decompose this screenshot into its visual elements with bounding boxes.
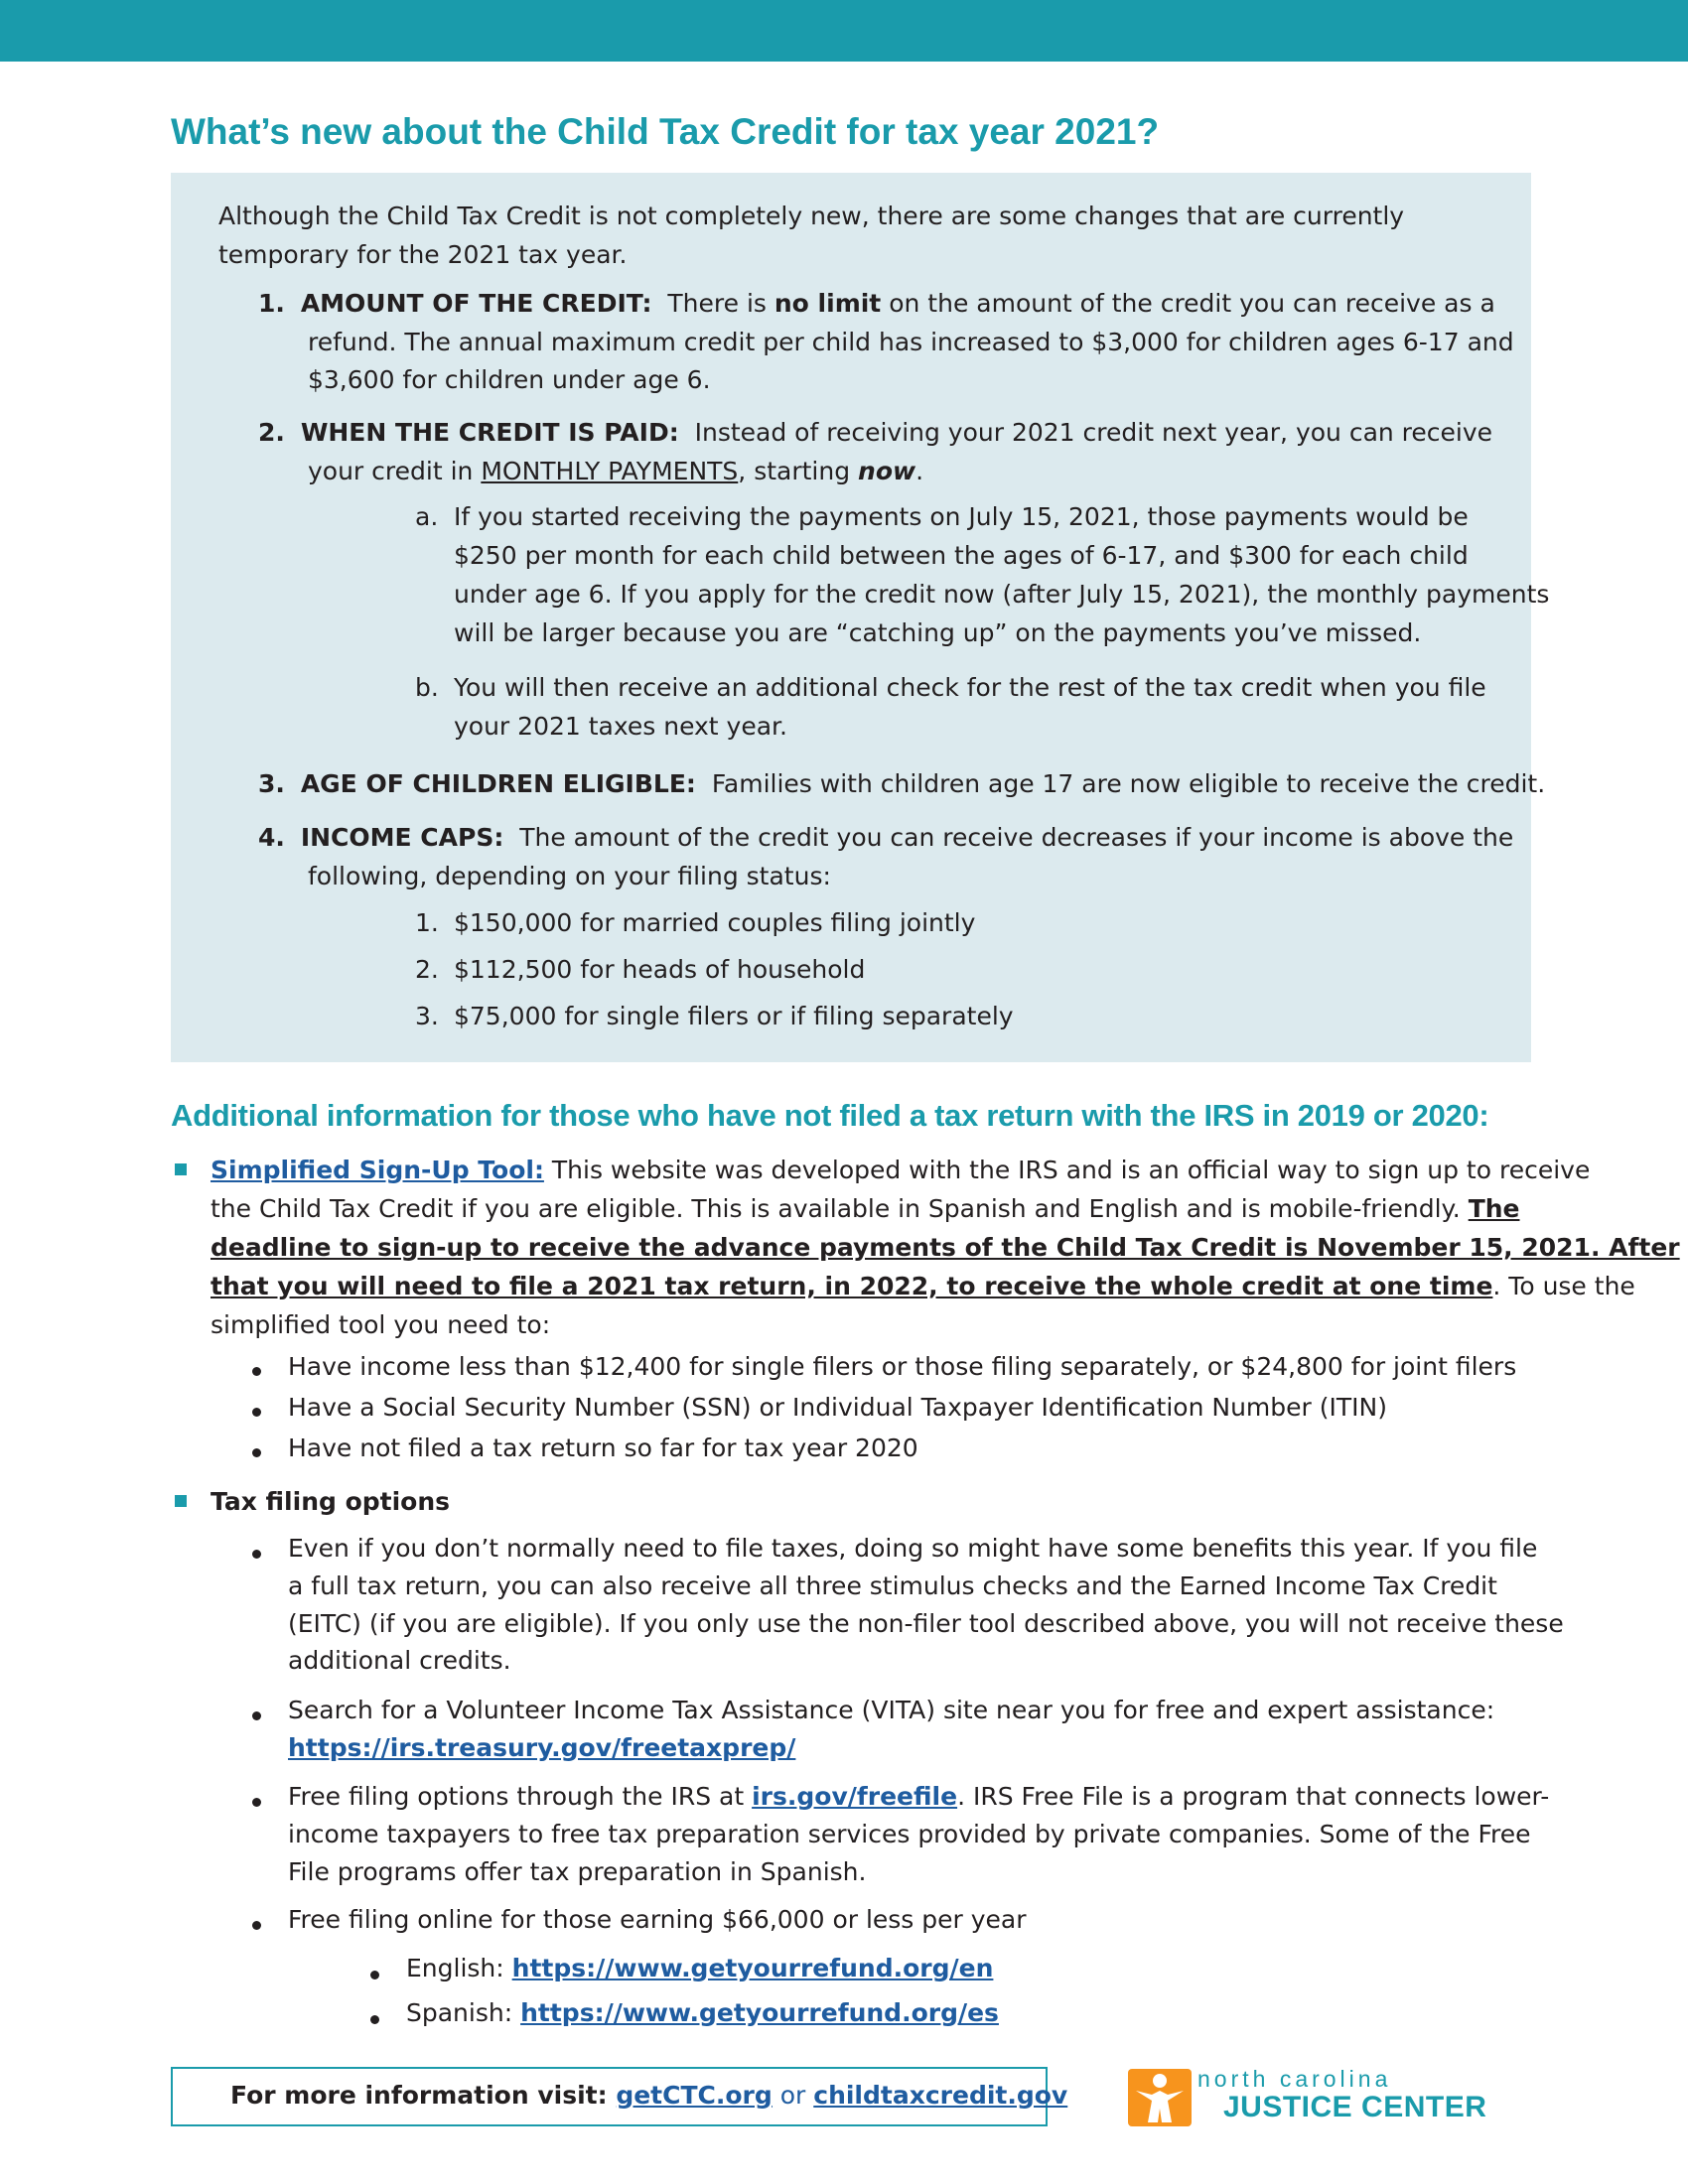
- signup-line5: simplified tool you need to:: [211, 1310, 551, 1339]
- heading-additional-info: Additional information for those who have not filed a tax return with the IRS in 2019 or 2020:: [171, 1098, 1489, 1133]
- option3-line1: [288, 1777, 1549, 1816]
- cap1-number: 1.: [415, 908, 439, 937]
- item1-pre: There is: [667, 289, 774, 318]
- signup-deadline-end: that you will need to file a 2021 tax return, in 2022, to receive the whole credit at one time: [211, 1272, 1493, 1300]
- bullet-dot-icon: [252, 1798, 261, 1807]
- cap2-number: 2.: [415, 955, 439, 984]
- signup-line1: [211, 1151, 1590, 1189]
- bullet-dot-icon: [370, 1971, 379, 1979]
- item2-line2-post: .: [915, 457, 924, 485]
- logo-north-carolina: north carolina: [1197, 2066, 1392, 2092]
- getctc-link[interactable]: getCTC.org: [616, 2081, 773, 2110]
- option3-pre: Free filing options through the IRS at: [288, 1782, 753, 1811]
- sub-a-line3: under age 6. If you apply for the credit now (after July 15, 2021), the monthly payments: [454, 580, 1550, 609]
- getyourrefund-es-link[interactable]: https://www.getyourrefund.org/es: [520, 1998, 999, 2027]
- sub-b-line1: You will then receive an additional check for the rest of the tax credit when you file: [454, 673, 1486, 702]
- item4-line2: following, depending on your filing status:: [308, 862, 831, 890]
- intro-line-2: temporary for the 2021 tax year.: [218, 240, 628, 269]
- irs-freefile-link[interactable]: irs.gov/freefile: [752, 1782, 958, 1811]
- signup-req-2: Have a Social Security Number (SSN) or Individual Taxpayer Identification Number (ITIN): [288, 1393, 1387, 1422]
- english-label: English:: [406, 1954, 512, 1982]
- option3-line3: File programs offer tax preparation in Spanish.: [288, 1857, 867, 1886]
- item1-number: 1.: [258, 289, 285, 318]
- item3-text: Families with children age 17 are now eligible to receive the credit.: [711, 769, 1546, 798]
- item3-line1: [258, 764, 1545, 803]
- option1-line4: additional credits.: [288, 1646, 511, 1675]
- bullet-dot-icon: [252, 1448, 261, 1457]
- bullet-dot-icon: [370, 2015, 379, 2024]
- tax-filing-options-title: Tax filing options: [211, 1487, 451, 1516]
- monthly-payments-text: MONTHLY PAYMENTS: [481, 457, 739, 485]
- english-line: [406, 1949, 993, 1987]
- spanish-line: [406, 1993, 999, 2032]
- intro-line-1: Although the Child Tax Credit is not completely new, there are some changes that are currently: [218, 202, 1405, 230]
- item2-line1: [258, 413, 1492, 452]
- option1-line1: Even if you don’t normally need to file taxes, doing so might have some benefits this year. If you file: [288, 1534, 1538, 1563]
- item2-line2: [308, 452, 923, 490]
- bullet-dot-icon: [252, 1711, 261, 1720]
- more-info-prefix: For more information visit:: [230, 2081, 617, 2110]
- item4-label: INCOME CAPS:: [300, 823, 504, 852]
- item1-line3: $3,600 for children under age 6.: [308, 365, 711, 394]
- item2-label: WHEN THE CREDIT IS PAID:: [300, 418, 679, 447]
- item3-number: 3.: [258, 769, 285, 798]
- square-bullet-icon: [175, 1495, 187, 1507]
- item1-post: on the amount of the credit you can receive as a: [881, 289, 1495, 318]
- justice-center-logo-icon: [1128, 2069, 1192, 2126]
- item1-no-limit: no limit: [774, 289, 882, 318]
- option3-line2: income taxpayers to free tax preparation services provided by private companies. Some of the Free: [288, 1820, 1531, 1848]
- cap3-number: 3.: [415, 1002, 439, 1030]
- sub-a-line1: If you started receiving the payments on July 15, 2021, those payments would be: [454, 502, 1469, 531]
- cap1-text: $150,000 for married couples filing jointly: [454, 908, 976, 937]
- top-color-bar: [0, 0, 1688, 62]
- now-text: now: [858, 457, 916, 485]
- signup-deadline-line: deadline to sign-up to receive the advance payments of the Child Tax Credit is November 15, 2021. After: [211, 1233, 1680, 1262]
- sub-b-line2: your 2021 taxes next year.: [454, 712, 787, 741]
- item2-line2-pre: your credit in: [308, 457, 482, 485]
- bullet-dot-icon: [252, 1550, 261, 1559]
- bullet-dot-icon: [252, 1408, 261, 1417]
- item2-line2-mid: , starting: [738, 457, 859, 485]
- signup-line4-text: . To use the: [1492, 1272, 1635, 1300]
- sub-a-line4: will be larger because you are “catching up” on the payments you’ve missed.: [454, 618, 1422, 647]
- option1-line2: a full tax return, you can also receive all three stimulus checks and the Earned Income Tax Credit: [288, 1571, 1497, 1600]
- more-info-or: or: [772, 2081, 814, 2110]
- signup-line2-text: the Child Tax Credit if you are eligible. This is available in Spanish and English and is mobile-friendly.: [211, 1194, 1469, 1223]
- childtaxcredit-link[interactable]: childtaxcredit.gov: [813, 2081, 1068, 2110]
- sub-a-letter: a.: [415, 502, 439, 531]
- logo-justice-center: JUSTICE CENTER: [1223, 2091, 1487, 2123]
- signup-req-1: Have income less than $12,400 for single filers or those filing separately, or $24,800 for joint filers: [288, 1352, 1517, 1381]
- item1-line1: [258, 284, 1495, 323]
- simplified-signup-tool-link[interactable]: Simplified Sign-Up Tool:: [211, 1156, 544, 1184]
- option4-line1: Free filing online for those earning $66,000 or less per year: [288, 1905, 1027, 1934]
- item1-label: AMOUNT OF THE CREDIT:: [300, 289, 652, 318]
- item3-label: AGE OF CHILDREN ELIGIBLE:: [300, 769, 696, 798]
- bullet-dot-icon: [252, 1921, 261, 1930]
- signup-line4: [211, 1267, 1635, 1305]
- cap3-text: $75,000 for single filers or if filing separately: [454, 1002, 1014, 1030]
- item2-text: Instead of receiving your 2021 credit next year, you can receive: [694, 418, 1493, 447]
- signup-deadline-start: The: [1468, 1194, 1520, 1223]
- sub-b-letter: b.: [415, 673, 439, 702]
- vita-link[interactable]: https://irs.treasury.gov/freetaxprep/: [288, 1733, 796, 1762]
- getyourrefund-en-link[interactable]: https://www.getyourrefund.org/en: [511, 1954, 994, 1982]
- signup-line1-text: This website was developed with the IRS and is an official way to sign up to receive: [543, 1156, 1591, 1184]
- item4-text: The amount of the credit you can receive decreases if your income is above the: [519, 823, 1514, 852]
- item2-number: 2.: [258, 418, 285, 447]
- item1-line2: refund. The annual maximum credit per child has increased to $3,000 for children ages 6-17 and: [308, 328, 1514, 356]
- item4-number: 4.: [258, 823, 285, 852]
- spanish-label: Spanish:: [406, 1998, 521, 2027]
- bullet-dot-icon: [252, 1367, 261, 1376]
- signup-req-3: Have not filed a tax return so far for tax year 2020: [288, 1433, 918, 1462]
- sub-a-line2: $250 per month for each child between the ages of 6-17, and $300 for each child: [454, 541, 1469, 570]
- item4-line1: [258, 818, 1513, 857]
- option2-line1: Search for a Volunteer Income Tax Assistance (VITA) site near you for free and expert assistance:: [288, 1696, 1495, 1724]
- option3-post: . IRS Free File is a program that connects lower-: [957, 1782, 1550, 1811]
- cap2-text: $112,500 for heads of household: [454, 955, 866, 984]
- more-info-text: [230, 2078, 1067, 2114]
- signup-line2: [211, 1189, 1520, 1228]
- square-bullet-icon: [175, 1163, 187, 1175]
- option1-line3: (EITC) (if you are eligible). If you only use the non-filer tool described above, you will not receive these: [288, 1609, 1564, 1638]
- heading-whats-new: What’s new about the Child Tax Credit for tax year 2021?: [171, 111, 1160, 152]
